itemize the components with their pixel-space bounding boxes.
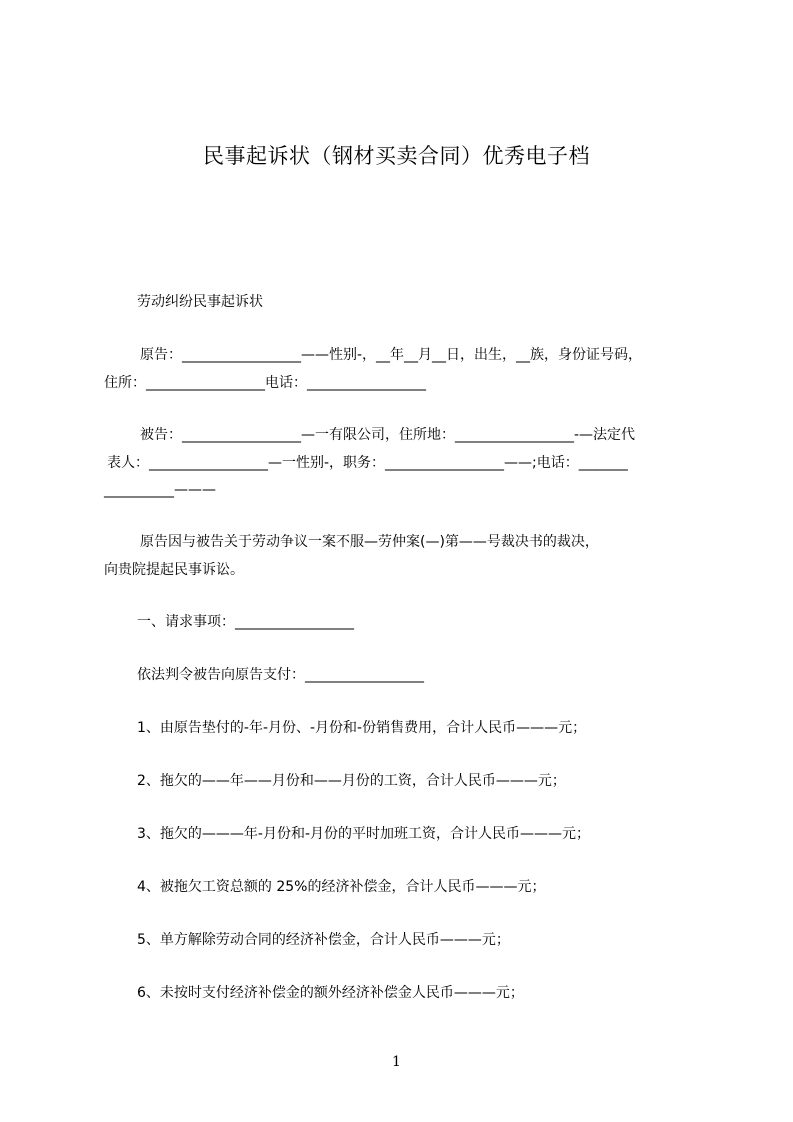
defendant-line-3: __________——— (104, 482, 216, 498)
document-subtitle: 劳动纠纷民事起诉状 (137, 294, 263, 310)
claim-item: 3、拖欠的———年-月份和-月份的平时加班工资，合计人民币———元； (137, 826, 591, 842)
claim-item: 5、单方解除劳动合同的经济补偿金，合计人民币———元； (137, 932, 510, 948)
document-title: 民事起诉状（钢材买卖合同）优秀电子档 (203, 144, 590, 168)
plaintiff-line-1: 原告：_________________——性别-，__年__月__日，出生，__族，身份证号码， (140, 347, 643, 363)
order-line: 依法判令被告向原告支付：_________________ (137, 667, 424, 683)
defendant-line-2: 表人：_________________—一性别-，职务：_________________——;电话：_______ (107, 455, 628, 471)
plaintiff-line-2: 住所：_________________电话：_________________ (104, 375, 426, 391)
claim-item: 1、由原告垫付的-年-月份、-月份和-份销售费用，合计人民币———元； (137, 720, 587, 736)
cause-line-1: 原告因与被告关于劳动争议一案不服—劳仲案(—)第——号裁决书的裁决， (140, 534, 599, 550)
claims-heading: 一、请求事项：_________________ (137, 614, 354, 630)
claim-item: 2、拖欠的——年——月份和——月份的工资，合计人民币———元； (137, 773, 566, 789)
claim-item: 6、未按时支付经济补偿金的额外经济补偿金人民币———元； (137, 985, 524, 1001)
cause-line-2: 向贵院提起民事诉讼。 (104, 562, 244, 578)
claim-item: 4、被拖欠工资总额的 25%的经济补偿金，合计人民币———元； (137, 879, 546, 895)
page-number: 1 (392, 1054, 401, 1070)
defendant-line-1: 被告：_________________—一有限公司，住所地：_________________-—法定代 (140, 427, 636, 443)
